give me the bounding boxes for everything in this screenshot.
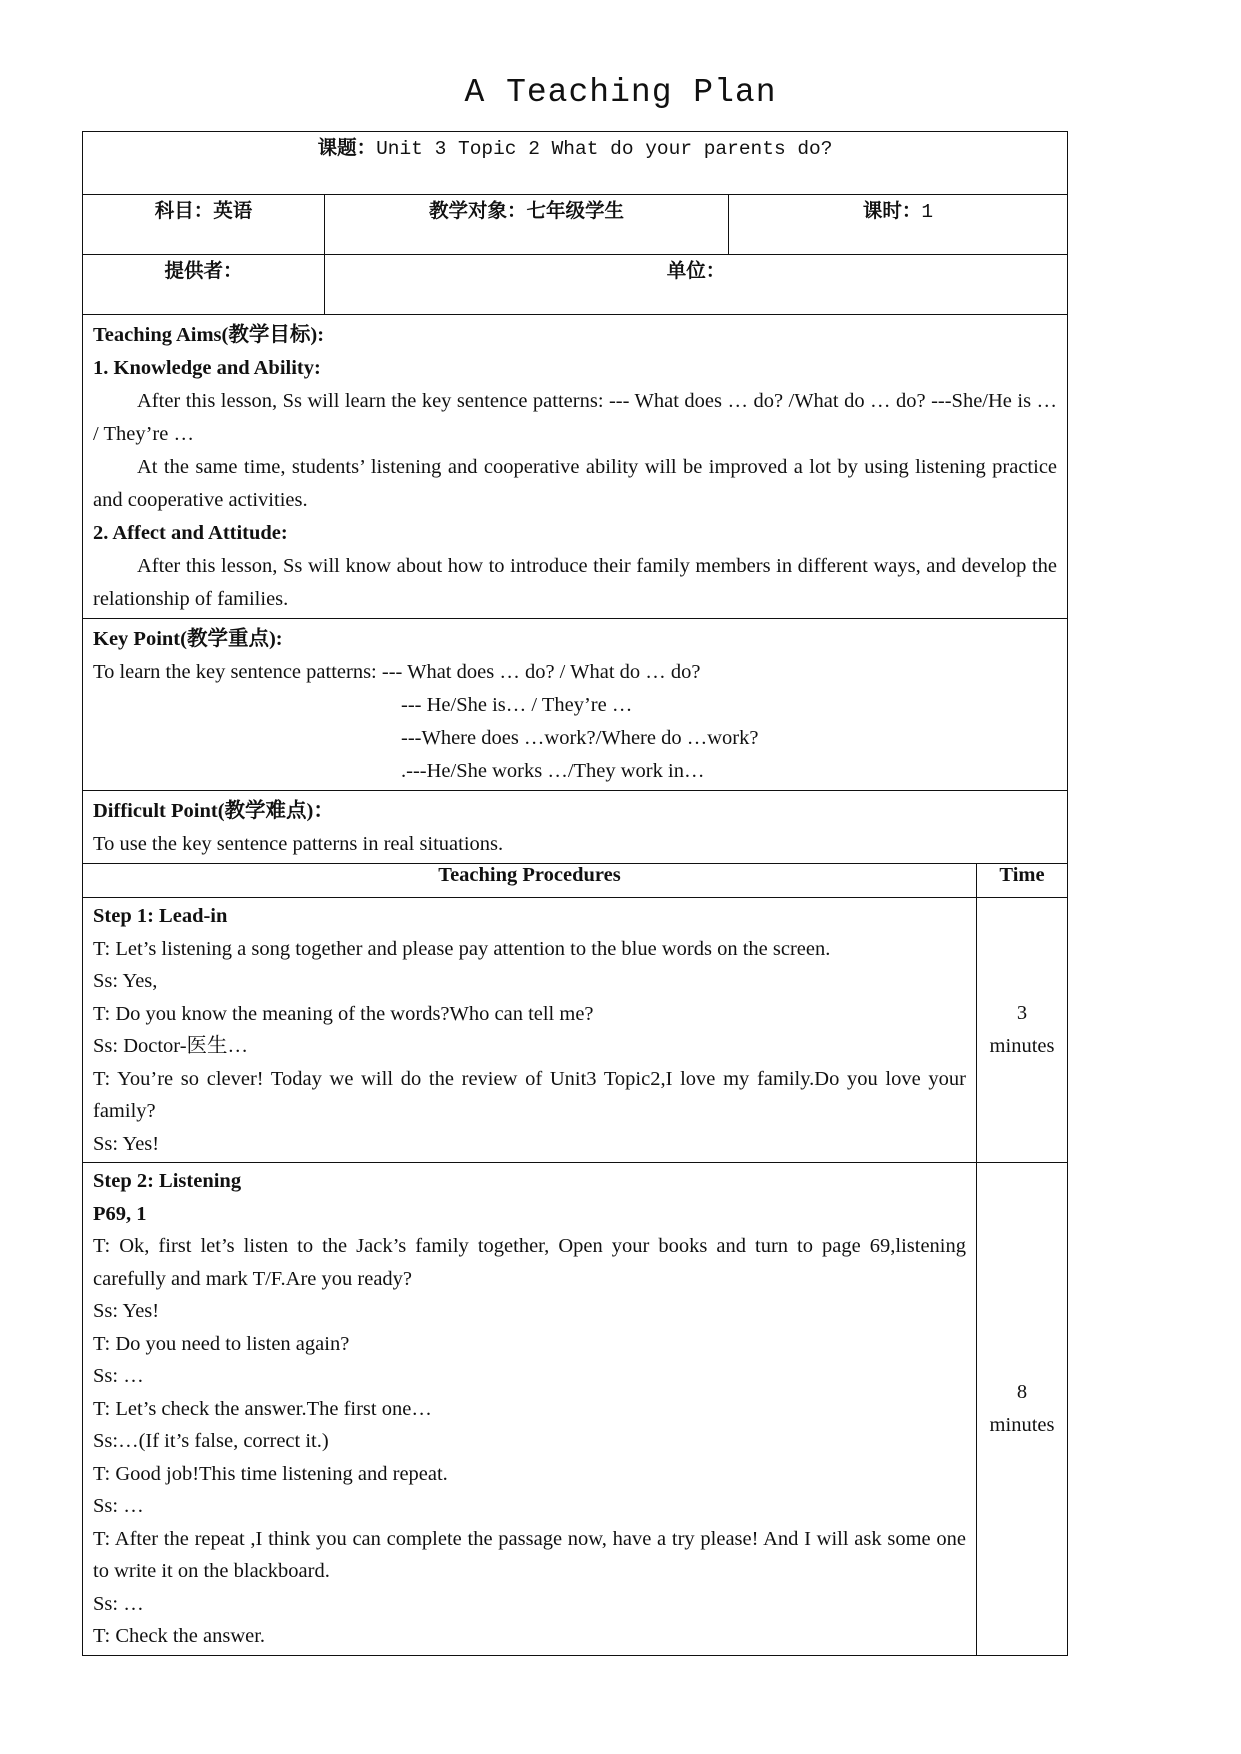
difficult-point-heading: Difficult Point(教学难点)： [93,800,334,822]
dialogue-line: T: Ok, first let’s listen to the Jack’s family together, Open your books and turn to page 69,listening carefully and mark T/F.Are you ready? [93,1235,966,1290]
aims-cell [83,315,1068,619]
topic-label: 课题： [317,136,377,159]
subject-row [83,195,1068,255]
step-1-row [83,898,1068,1163]
key-point-line: .---He/She works …/They work in… [401,760,705,782]
knowledge-heading: 1. Knowledge and Ability: [93,357,321,379]
step-2-cell [83,1163,977,1656]
step-2-time-value: 8 [1016,1380,1028,1403]
dialogue-line: T: After the repeat ,I think you can complete the passage now, have a try please! And I will ask some one to write it on the blackboard. [93,1527,966,1582]
key-point-line: ---Where does …work?/Where do …work? [401,727,759,749]
step-1-time-value: 3 [1016,1002,1028,1024]
step-1-title: Step 1: Lead-in [93,905,228,927]
difficult-point-text: To use the key sentence patterns in real situations. [93,833,504,855]
dialogue-line: Ss: Yes, [93,970,158,992]
procedures-header-row [83,864,1068,898]
audience-cell: 教学对象：七年级学生 [325,195,729,255]
dialogue-line: Ss: Yes! [93,1300,160,1322]
key-point-heading: Key Point(教学重点): [93,628,283,650]
key-point-line: --- He/She is… / They’re … [401,694,633,716]
lesson-label: 课时： [862,199,922,222]
step-2-time [977,1163,1068,1656]
dialogue-line: T: Let’s check the answer.The first one… [93,1397,432,1420]
step-2-title: Step 2: Listening [93,1170,242,1192]
procedures-header: Teaching Procedures [83,864,977,898]
topic-cell [83,132,1068,195]
step-1-time-unit: minutes [989,1035,1055,1057]
affect-heading: 2. Affect and Attitude: [93,522,288,544]
knowledge-paragraph-2: At the same time, students’ listening and cooperative ability will be improved a lot by using listening practice and cooperative activities. [93,456,1058,511]
step-2-time-unit: minutes [989,1413,1055,1436]
lesson-value: 1 [921,201,934,223]
dialogue-line: T: Good job!This time listening and repeat. [93,1462,448,1485]
dialogue-line: T: Do you need to listen again? [93,1332,350,1355]
teaching-plan-table [82,131,1068,1656]
dialogue-line: Ss: … [93,1365,144,1387]
provider-cell: 提供者： [83,255,325,315]
difficult-point-row [83,791,1068,864]
knowledge-paragraph-1: After this lesson, Ss will learn the key sentence patterns: --- What does … do? /What do … do? ---She/He is … / They’re … [93,390,1058,445]
page-title: A Teaching Plan [464,74,777,111]
dialogue-line: Ss: … [93,1495,144,1517]
dialogue-line: Ss: … [93,1592,144,1615]
subject-cell: 科目：英语 [83,195,325,255]
step-2-row [83,1163,1068,1656]
lesson-cell [729,195,1068,255]
dialogue-line: T: Do you know the meaning of the words?Who can tell me? [93,1002,594,1025]
dialogue-line: T: Let’s listening a song together and please pay attention to the blue words on the screen. [93,937,831,960]
step-2-subtitle: P69, 1 [93,1202,147,1225]
key-point-row [83,619,1068,791]
step-1-cell [83,898,977,1163]
topic-value: Unit 3 Topic 2 What do your parents do? [376,138,833,160]
dialogue-line: Ss: Doctor-医生… [93,1035,249,1057]
dialogue-line: Ss: Yes! [93,1132,160,1155]
dialogue-line: T: You’re so clever! Today we will do the review of Unit3 Topic2,I love my family.Do you love your family? [93,1067,966,1122]
step-1-time [977,898,1068,1163]
unit-cell: 单位： [325,255,1068,315]
affect-paragraph: After this lesson, Ss will know about how to introduce their family members in different ways, and develop the relationship of families. [93,555,1058,610]
dialogue-line: Ss:…(If it’s false, correct it.) [93,1430,329,1452]
provider-row [83,255,1068,315]
aims-row [83,315,1068,619]
difficult-point-cell [83,791,1068,864]
key-point-cell [83,619,1068,791]
key-point-line: To learn the key sentence patterns: --- What does … do? / What do … do? [93,661,701,683]
time-header: Time [977,864,1068,898]
aims-heading: Teaching Aims(教学目标): [93,324,325,346]
topic-row [83,132,1068,195]
dialogue-line: T: Check the answer. [93,1625,266,1647]
